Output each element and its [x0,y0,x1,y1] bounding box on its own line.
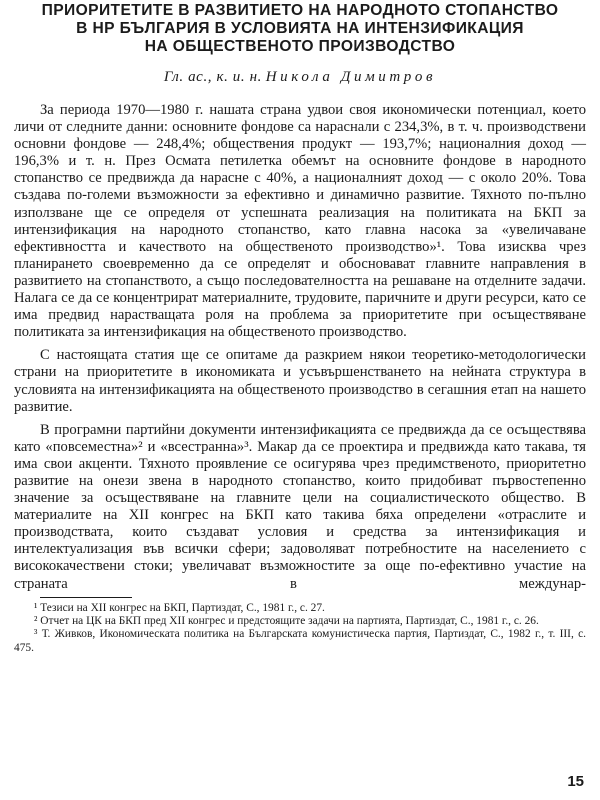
author-degree: Гл. ас., к. и. н. [163,69,262,85]
body-paragraph: В програмни партийни документи интензификацията се предвижда да се осъществява като «повсеместна»² и «всестранна»³. Макар да се проектира и предвижда като такава, тя има свои акценти. Тяхното проявление се осигурява чрез предимственото, приоритетно развитие на онези звена в народното стопанство, които придобиват първостепенно значение за осъществяване на главните цели на социалистическото общество. В материалите на XII конгрес на БКП като такива бяха определени «отраслите и производствата, които създават условия и средства за интензификация и интелектуализация във всички сфери; задоволяват потребностите на населението с висококачествени стоки; увеличават възможностите за още по-ефективно участие на страната в междунар- [14,421,586,592]
author-name: Никола Димитров [265,69,437,85]
article-title-line: НА ОБЩЕСТВЕНОТО ПРОИЗВОДСТВО [144,38,456,55]
footnote: ¹ Тезиси на XII конгрес на БКП, Партиздат, С., 1981 г., с. 27. [34,601,325,614]
page-number: 15 [567,773,584,790]
article-body [14,102,586,593]
author-line [14,68,586,86]
footnotes [14,602,586,656]
footnote: ³ Т. Живков, Икономическата политика на Българската комунистическа партия, Партиздат, С., 1982 г., т. III, с. 475. [14,628,586,654]
footnote: ² Отчет на ЦК на БКП пред XII конгрес и предстоящите задачи на партията, Партиздат, С., 1981 г., с. 26. [34,615,539,628]
footnote-separator [40,597,132,598]
body-paragraph: С настоящата статия ще се опитаме да разкрием някои теоретико-методологически страни на приоритетите в икономиката и усъвършенстването на нейната структура в условията на интензификацията на общественото производство в сегашния етап на нашето развитие. [14,347,586,415]
body-paragraph: За периода 1970—1980 г. нашата страна удвои своя икономически потенциал, което личи от следните данни: основните фондове са нараснали с 234,3%, в т. ч. производствени основни фондове — 248,4%; обществения продукт — 193,7%; националния доход — 196,3% и т. н. През Осмата петилетка обемът на основните фондове в народното стопанство се предвижда да нарасне с 40%, а националният доход — с около 20%. Това създава по-големи възможности за ефективно и динамично развитие. Тяхното по-пълно използване ще се определя от успешната реализация на политиката на БКП за интензификация на народното стопанство, като главна насока за «увеличаване ефективността и качеството на общественото производство»¹. Това изисква чрез планирането своевременно да се определят и обосновават главните направления в развитието на стопанството, а също последователността на решаване на отделните задачи. Налага се да се концентрират материалните, трудовите, паричните и други ресурси, като се има предвид нарастващата роля на проблема за приоритетите при осъществяване политиката за интензификация на общественото производство. [14,102,586,341]
article-title [14,2,586,56]
article-title-line: ПРИОРИТЕТИТЕ В РАЗВИТИЕТО НА НАРОДНОТО СТОПАНСТВО [41,2,559,19]
article-title-line: В НР БЪЛГАРИЯ В УСЛОВИЯТА НА ИНТЕНЗИФИКАЦИЯ [76,20,524,37]
